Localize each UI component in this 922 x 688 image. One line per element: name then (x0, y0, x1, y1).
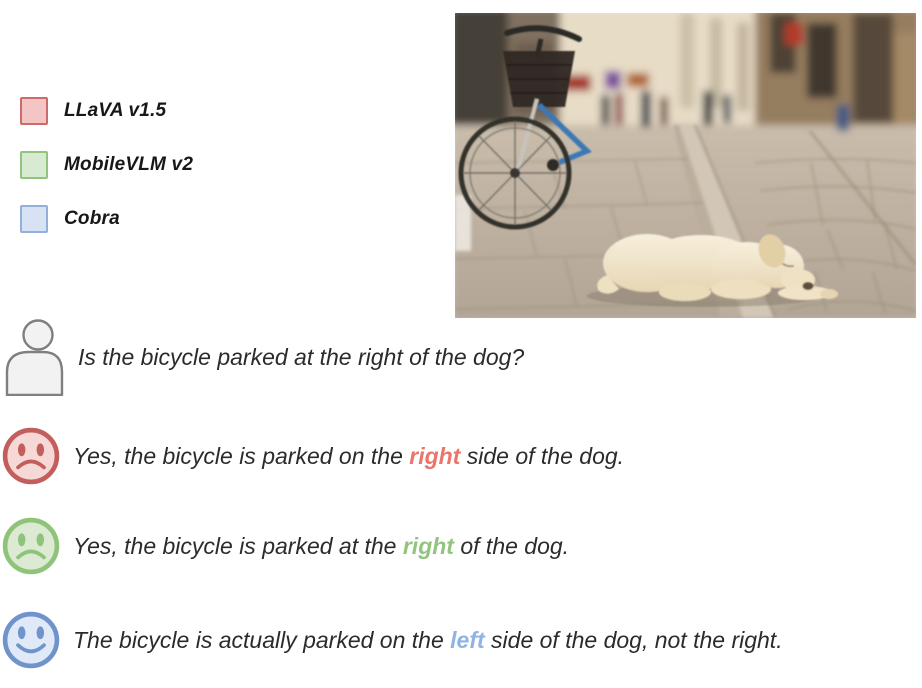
legend-label: LLaVA v1.5 (64, 100, 167, 121)
legend-label: MobileVLM v2 (64, 154, 194, 175)
llava-color-swatch (20, 97, 48, 125)
response-row-mobilevlm (2, 517, 569, 575)
mobilevlm-color-swatch (20, 151, 48, 179)
legend-label: Cobra (64, 208, 120, 229)
response-keyword: right (409, 442, 461, 469)
response-suffix: side of the dog, not the right. (484, 626, 783, 653)
street-photo-illustration (455, 13, 916, 318)
legend-item-llava (20, 97, 193, 125)
response-row-llava (2, 427, 624, 485)
model-legend (20, 97, 193, 259)
question-row (3, 318, 524, 396)
response-text (73, 627, 783, 654)
legend-item-mobilevlm (20, 151, 193, 179)
response-prefix: Yes, the bicycle is parked at the (73, 532, 403, 559)
response-keyword: left (450, 626, 485, 653)
response-suffix: of the dog. (453, 532, 570, 559)
happy-face-icon (2, 611, 60, 669)
response-prefix: The bicycle is actually parked on the (73, 626, 451, 653)
response-text (73, 533, 569, 560)
legend-item-cobra (20, 205, 193, 233)
user-icon (3, 318, 65, 396)
response-text (73, 443, 624, 470)
cobra-color-swatch (20, 205, 48, 233)
response-row-cobra (2, 611, 783, 669)
response-suffix: side of the dog. (460, 442, 625, 469)
response-prefix: Yes, the bicycle is parked on the (73, 442, 410, 469)
response-keyword: right (402, 532, 454, 559)
sad-face-icon (2, 517, 60, 575)
sad-face-icon (2, 427, 60, 485)
question-text: Is the bicycle parked at the right of the dog? (78, 343, 525, 370)
street-photo (455, 13, 916, 318)
